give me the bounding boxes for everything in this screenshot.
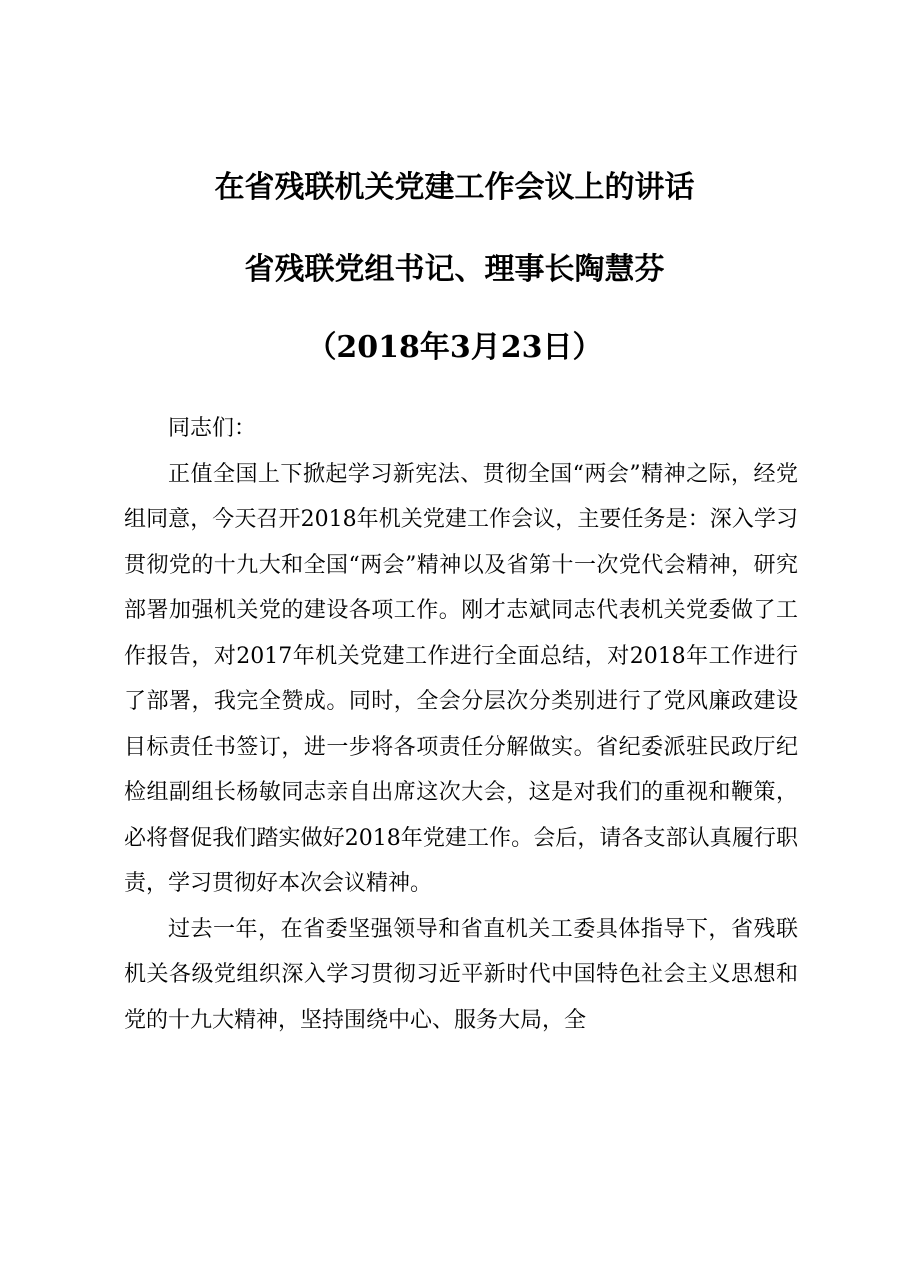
document-body xyxy=(124,406,798,1043)
speaker-line: 省残联党组书记、理事长陶慧芬 xyxy=(244,252,665,287)
document-title: 在省残联机关党建工作会议上的讲话 xyxy=(214,170,695,205)
date-line: （2018年3月23日） xyxy=(306,330,603,365)
paragraph-2: 过去一年，在省委坚强领导和省直机关工委具体指导下，省残联机关各级党组织深入学习贯彻习近平新时代中国特色社会主义思想和党的十九大精神，坚持围绕中心、服务大局，全 xyxy=(124,916,798,1033)
paragraph-1: 正值全国上下掀起学习新宪法、贯彻全国“两会”精神之际，经党组同意，今天召开2018年机关党建工作会议，主要任务是：深入学习贯彻党的十九大和全国“两会”精神以及省第十一次党代会精神，研究部署加强机关党的建设各项工作。刚才志斌同志代表机关党委做了工作报告，对2017年机关党建工作进行全面总结，对2018年工作进行了部署，我完全赞成。同时，全会分层次分类别进行了党风廉政建设目标责任书签订，进一步将各项责任分解做实。省纪委派驻民政厅纪检组副组长杨敏同志亲自出席这次大会，这是对我们的重视和鞭策，必将督促我们踏实做好2018年党建工作。会后，请各支部认真履行职责，学习贯彻好本次会议精神。 xyxy=(124,461,798,896)
salutation: 同志们： xyxy=(168,416,257,441)
